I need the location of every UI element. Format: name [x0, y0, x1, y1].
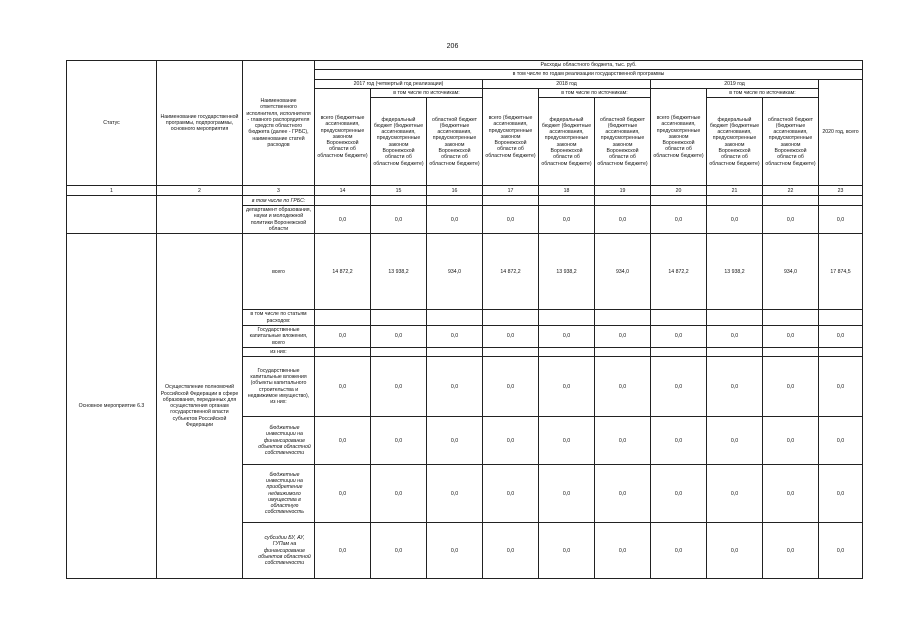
incl-articles-label: в том числе по статьям расходов:: [243, 310, 315, 326]
value-cell: 0,0: [819, 357, 863, 417]
header-2017-total: всего (бюджетные ассигнования, предусмотренные законом Воронежской области об областном бюджете): [315, 88, 371, 185]
value-cell: 0,0: [707, 523, 763, 579]
value-cell: 934,0: [427, 234, 483, 310]
header-2017-incl-sources: в том числе по источникам:: [371, 88, 483, 97]
value-cell: 0,0: [539, 325, 595, 347]
value-cell: 0,0: [595, 206, 651, 234]
main-activity-status: Основное мероприятие 6.3: [67, 234, 157, 579]
value-cell: 17 874,5: [819, 234, 863, 310]
incl-grbs-label: в том числе по ГРБС:: [243, 196, 315, 206]
value-cell: 0,0: [707, 357, 763, 417]
header-grbs: Наименование ответственного исполнителя, исполнителя - главного распорядителя средств областного бюджета (далее - ГРБС), наименование статей расходов: [243, 61, 315, 186]
value-cell: 0,0: [763, 417, 819, 465]
column-number: 2: [157, 186, 243, 196]
column-number: 14: [315, 186, 371, 196]
value-cell: 0,0: [651, 465, 707, 523]
value-cell: 0,0: [315, 206, 371, 234]
value-cell: 0,0: [819, 523, 863, 579]
value-cell: 0,0: [315, 357, 371, 417]
value-cell: 0,0: [371, 206, 427, 234]
header-2018-federal: федеральный бюджет (бюджетные ассигнования, предусмотренные законом Воронежской области об областном бюджете): [539, 98, 595, 186]
column-number: 1: [67, 186, 157, 196]
budget-acquisition-label: бюджетные инвестиции на приобретение недвижимого имущества в областную собственность: [243, 465, 315, 523]
value-cell: 0,0: [819, 325, 863, 347]
value-cell: 0,0: [315, 523, 371, 579]
header-year-2017: 2017 год (четвертый год реализации): [315, 79, 483, 88]
value-cell: 13 938,2: [371, 234, 427, 310]
header-2018-incl-sources: в том числе по источникам:: [539, 88, 651, 97]
header-2017-federal: федеральный бюджет (бюджетные ассигнования, предусмотренные законом Воронежской области об областном бюджете): [371, 98, 427, 186]
value-cell: 934,0: [595, 234, 651, 310]
value-cell: 0,0: [371, 325, 427, 347]
value-cell: 0,0: [539, 523, 595, 579]
value-cell: 0,0: [371, 523, 427, 579]
value-cell: 0,0: [539, 417, 595, 465]
value-cell: 0,0: [483, 206, 539, 234]
capital-label: Государственные капитальные вложения, всего: [243, 325, 315, 347]
value-cell: 0,0: [651, 325, 707, 347]
header-year-2020: 2020 год, всего: [819, 79, 863, 186]
value-cell: 0,0: [707, 465, 763, 523]
value-cell: 0,0: [427, 523, 483, 579]
value-cell: 13 938,2: [539, 234, 595, 310]
status-cell-empty: [67, 196, 157, 234]
subsidy-label: субсидии БУ, АУ, ГУПам на финансирование объектов областной собственности: [243, 523, 315, 579]
main-activity-name: Осуществление полномочий Российской Федерации в сфере образования, переданных для осуществления органам государственной власти субъектов Российской Федерации: [157, 234, 243, 579]
value-cell: 0,0: [763, 357, 819, 417]
value-cell: 0,0: [763, 325, 819, 347]
value-cell: 0,0: [595, 325, 651, 347]
header-2019-incl-sources: в том числе по источникам:: [707, 88, 819, 97]
value-cell: 0,0: [315, 325, 371, 347]
header-2018-total: всего (бюджетные ассигнования, предусмотренные законом Воронежской области об областном бюджете): [483, 88, 539, 185]
header-year-2019: 2019 год: [651, 79, 819, 88]
column-number: 3: [243, 186, 315, 196]
value-cell: 0,0: [651, 206, 707, 234]
value-cell: 0,0: [539, 465, 595, 523]
value-cell: 0,0: [763, 465, 819, 523]
value-cell: 0,0: [707, 417, 763, 465]
value-cell: 0,0: [595, 417, 651, 465]
header-status: Статус: [67, 61, 157, 186]
of-them-label: из них:: [243, 347, 315, 356]
header-by-years: в том числе по годам реализации государственной программы: [315, 70, 863, 79]
value-cell: 0,0: [427, 465, 483, 523]
value-cell: 0,0: [763, 206, 819, 234]
column-number: 17: [483, 186, 539, 196]
header-2018-regional: областной бюджет (бюджетные ассигнования, предусмотренные законом Воронежской области об областном бюджете): [595, 98, 651, 186]
value-cell: 0,0: [819, 417, 863, 465]
value-cell: 0,0: [539, 357, 595, 417]
column-number: 23: [819, 186, 863, 196]
column-number: 20: [651, 186, 707, 196]
budget-investment-label: бюджетные инвестиции на финансирование объектов областной собственности: [243, 417, 315, 465]
capital-objects-label: Государственные капитальные вложения (объекты капитального строительства и недвижимое имущество), из них:: [243, 357, 315, 417]
value-cell: 0,0: [819, 465, 863, 523]
department-label: департамент образования, науки и молодежной политики Воронежской области: [243, 206, 315, 234]
column-number: 19: [595, 186, 651, 196]
value-cell: 0,0: [483, 357, 539, 417]
value-cell: 0,0: [483, 325, 539, 347]
value-cell: 0,0: [315, 417, 371, 465]
header-year-2018: 2018 год: [483, 79, 651, 88]
value-cell: 0,0: [427, 325, 483, 347]
value-cell: 0,0: [483, 465, 539, 523]
value-cell: 13 938,2: [707, 234, 763, 310]
header-2019-total: всего (бюджетные ассигнования, предусмотренные законом Воронежской области об областном бюджете): [651, 88, 707, 185]
program-cell-empty: [157, 196, 243, 234]
value-cell: 0,0: [539, 206, 595, 234]
column-number: 18: [539, 186, 595, 196]
column-number: 22: [763, 186, 819, 196]
value-cell: 0,0: [651, 523, 707, 579]
value-cell: 14 872,2: [315, 234, 371, 310]
value-cell: 0,0: [427, 206, 483, 234]
value-cell: 0,0: [707, 206, 763, 234]
value-cell: 0,0: [763, 523, 819, 579]
value-cell: 14 872,2: [483, 234, 539, 310]
value-cell: 0,0: [595, 465, 651, 523]
value-cell: 0,0: [427, 357, 483, 417]
value-cell: 0,0: [707, 325, 763, 347]
header-2019-regional: областной бюджет (бюджетные ассигнования, предусмотренные законом Воронежской области об областном бюджете): [763, 98, 819, 186]
page-number: 206: [446, 43, 459, 50]
value-cell: 0,0: [371, 357, 427, 417]
value-cell: 0,0: [595, 523, 651, 579]
header-2017-regional: областной бюджет (бюджетные ассигнования, предусмотренные законом Воронежской области об областном бюджете): [427, 98, 483, 186]
header-program-name: Наименование государственной программы, подпрограммы, основного мероприятия: [157, 61, 243, 186]
budget-table: [66, 60, 863, 579]
column-number: 15: [371, 186, 427, 196]
value-cell: 14 872,2: [651, 234, 707, 310]
value-cell: 0,0: [427, 417, 483, 465]
column-number: 21: [707, 186, 763, 196]
value-cell: 0,0: [595, 357, 651, 417]
header-2019-federal: федеральный бюджет (бюджетные ассигнования, предусмотренные законом Воронежской области об областном бюджете): [707, 98, 763, 186]
value-cell: 0,0: [819, 206, 863, 234]
value-cell: 0,0: [371, 465, 427, 523]
value-cell: 0,0: [483, 417, 539, 465]
value-cell: 934,0: [763, 234, 819, 310]
total-label: всего: [243, 234, 315, 310]
value-cell: 0,0: [315, 465, 371, 523]
header-expenses: Расходы областного бюджета, тыс. руб.: [315, 61, 863, 70]
value-cell: 0,0: [651, 357, 707, 417]
value-cell: 0,0: [651, 417, 707, 465]
column-number: 16: [427, 186, 483, 196]
value-cell: 0,0: [371, 417, 427, 465]
value-cell: 0,0: [483, 523, 539, 579]
